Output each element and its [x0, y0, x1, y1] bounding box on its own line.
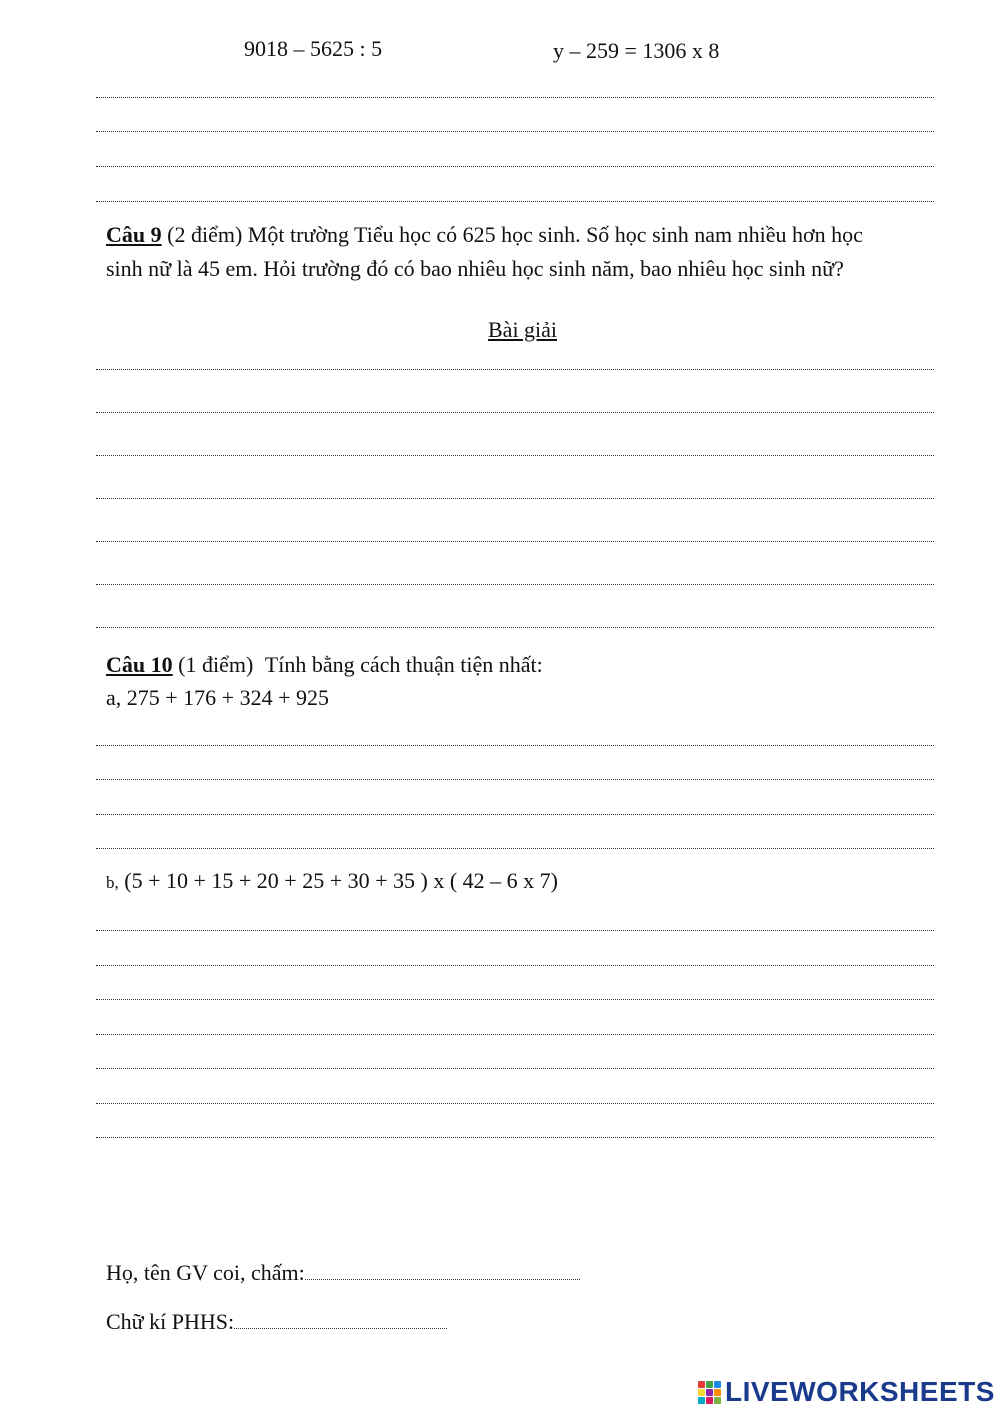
logo-grid-cell: [698, 1389, 705, 1396]
question-9-text-line2: sinh nữ là 45 em. Hỏi trường đó có bao nhiêu học sinh năm, bao nhiêu học sinh nữ?: [106, 256, 844, 281]
expression-right: y – 259 = 1306 x 8: [553, 38, 720, 63]
answer-line[interactable]: [96, 779, 934, 780]
question-9-points: (2 điểm): [167, 222, 243, 247]
question-10-instruction: Tính bằng cách thuận tiện nhất:: [264, 652, 543, 677]
answer-line[interactable]: [96, 930, 934, 931]
answer-line[interactable]: [96, 848, 934, 849]
logo-grid-cell: [714, 1381, 721, 1388]
parent-label: Chữ kí PHHS:: [106, 1309, 235, 1334]
question-10-points: (1 điểm): [178, 652, 254, 677]
logo-grid-cell: [698, 1381, 705, 1388]
parent-signature-field[interactable]: [234, 1308, 447, 1329]
answer-line[interactable]: [96, 201, 934, 202]
logo-grid-cell: [698, 1397, 705, 1404]
logo-grid-cell: [706, 1381, 713, 1388]
answer-line[interactable]: [96, 1068, 934, 1069]
answer-line[interactable]: [96, 498, 934, 499]
answer-line[interactable]: [96, 97, 934, 98]
logo-grid-icon: [698, 1381, 721, 1404]
question-9-label: Câu 9: [106, 222, 162, 247]
answer-line[interactable]: [96, 131, 934, 132]
expression-left: 9018 – 5625 : 5: [244, 36, 383, 61]
answer-line[interactable]: [96, 814, 934, 815]
teacher-name-field[interactable]: [305, 1259, 580, 1280]
answer-line[interactable]: [96, 999, 934, 1000]
question-10-part-b-prefix: b,: [106, 873, 119, 892]
logo-grid-cell: [714, 1389, 721, 1396]
logo-grid-cell: [706, 1397, 713, 1404]
teacher-label: Họ, tên GV coi, chấm:: [106, 1260, 305, 1285]
parent-signature-row: [106, 1307, 447, 1337]
answer-line[interactable]: [96, 965, 934, 966]
answer-line[interactable]: [96, 745, 934, 746]
solution-heading: Bài giải: [488, 317, 558, 342]
answer-line[interactable]: [96, 541, 934, 542]
answer-line[interactable]: [96, 412, 934, 413]
answer-line[interactable]: [96, 1103, 934, 1104]
logo-text: LIVEWORKSHEETS: [725, 1376, 995, 1407]
answer-line[interactable]: [96, 369, 934, 370]
question-9: [106, 218, 936, 286]
liveworksheets-logo: [698, 1376, 995, 1408]
answer-line[interactable]: [96, 627, 934, 628]
answer-line[interactable]: [96, 455, 934, 456]
answer-line[interactable]: [96, 1137, 934, 1138]
question-10-label: Câu 10: [106, 652, 173, 677]
answer-line[interactable]: [96, 584, 934, 585]
answer-line[interactable]: [96, 166, 934, 167]
question-9-text-line1: Một trường Tiểu học có 625 học sinh. Số học sinh nam nhiều hơn học: [247, 222, 863, 247]
question-10-part-a: a, 275 + 176 + 324 + 925: [106, 685, 329, 710]
question-10-part-b: [106, 866, 558, 898]
teacher-signature-row: [106, 1258, 580, 1288]
answer-line[interactable]: [96, 1034, 934, 1035]
logo-grid-cell: [714, 1397, 721, 1404]
question-10-header: [106, 650, 543, 680]
logo-grid-cell: [706, 1389, 713, 1396]
question-10-part-b-expression: (5 + 10 + 15 + 20 + 25 + 30 + 35 ) x ( 42 – 6 x 7): [124, 868, 558, 893]
